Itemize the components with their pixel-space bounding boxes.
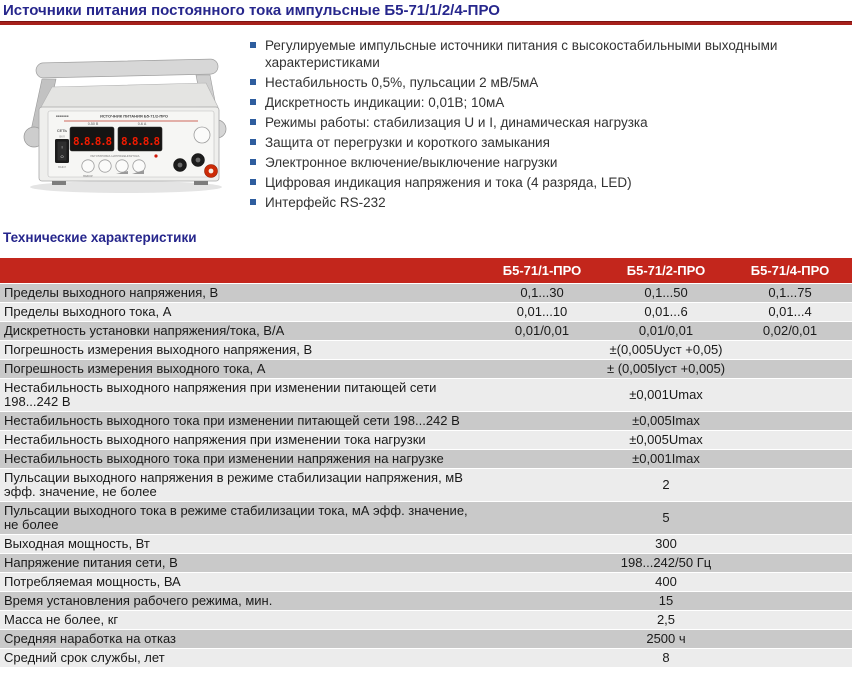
spec-row	[0, 303, 852, 321]
spec-value: 0,1...75	[728, 284, 852, 302]
spec-row	[0, 450, 852, 468]
spec-header-model-2: Б5-71/2-ПРО	[604, 258, 728, 283]
spec-row	[0, 502, 852, 534]
feature-text: Нестабильность 0,5%, пульсации 2 мВ/5мА	[265, 75, 539, 90]
spec-row	[0, 469, 852, 501]
spec-value: 0,1...50	[604, 284, 728, 302]
feature-item	[250, 134, 850, 151]
spec-label: Нестабильность выходного тока при изменении питающей сети 198...242 В	[0, 412, 480, 430]
device-model-label: ИСТОЧНИК ПИТАНИЯ Б5-71/2-ПРО	[100, 113, 168, 119]
spec-row	[0, 630, 852, 648]
page	[0, 2, 852, 668]
feature-item	[250, 94, 850, 111]
status-led-icon	[154, 154, 157, 157]
spec-value: 0,01...10	[480, 303, 604, 321]
power-label: СЕТЬ	[56, 129, 68, 133]
spec-header-row	[0, 258, 852, 283]
spec-value-merged: 400	[480, 573, 852, 591]
feature-item	[250, 114, 850, 131]
voltage-range-label: 0-50 В	[87, 122, 99, 126]
product-overview	[0, 25, 852, 214]
spec-value-merged: 8	[480, 649, 852, 667]
spec-header-empty	[0, 258, 480, 283]
page-title: Источники питания постоянного тока импульсные Б5-71/1/2/4-ПРО	[3, 2, 500, 19]
bullet-square-icon	[250, 159, 256, 165]
spec-value-merged: 15	[480, 592, 852, 610]
spec-row	[0, 592, 852, 610]
spec-label: Нестабильность выходного напряжения при изменении тока нагрузки	[0, 431, 480, 449]
svg-text:8.8.8.8: 8.8.8.8	[121, 135, 159, 148]
spec-row	[0, 431, 852, 449]
feature-item	[250, 174, 850, 191]
section-heading: Технические характеристики	[3, 230, 197, 245]
digit-button	[99, 160, 111, 172]
feature-text: Интерфейс RS-232	[265, 195, 386, 210]
spec-row	[0, 360, 852, 378]
spec-label: Время установления рабочего режима, мин.	[0, 592, 480, 610]
brand-logo: ■■■■■■■	[56, 114, 69, 118]
spec-value-merged: ±0,001Imax	[480, 450, 852, 468]
bullet-square-icon	[250, 99, 256, 105]
spec-row	[0, 535, 852, 553]
spec-value: 0,1...30	[480, 284, 604, 302]
spec-row	[0, 649, 852, 667]
feature-item	[250, 154, 850, 171]
spec-row	[0, 379, 852, 411]
feature-text: Режимы работы: стабилизация U и I, динамическая нагрузка	[265, 115, 648, 130]
spec-label: Нестабильность выходного тока при изменении напряжения на нагрузке	[0, 450, 480, 468]
spec-value: 0,01/0,01	[480, 322, 604, 340]
feature-text: Регулируемые импульсные источники питания с высокостабильными выходными характеристиками	[265, 38, 778, 70]
spec-label: Пределы выходного тока, А	[0, 303, 480, 321]
bullet-square-icon	[250, 79, 256, 85]
spec-value-merged: 198...242/50 Гц	[480, 554, 852, 572]
bullet-square-icon	[250, 179, 256, 185]
spec-row	[0, 322, 852, 340]
bullet-square-icon	[250, 42, 256, 48]
spec-header-model-1: Б5-71/1-ПРО	[480, 258, 604, 283]
spec-label: Средний срок службы, лет	[0, 649, 480, 667]
spec-label: Дискретность установки напряжения/тока, В/А	[0, 322, 480, 340]
spec-value-merged: 2	[480, 469, 852, 501]
spec-row	[0, 412, 852, 430]
spec-header-model-3: Б5-71/4-ПРО	[728, 258, 852, 283]
feature-list	[250, 37, 850, 214]
svg-text:O: O	[60, 154, 64, 159]
power-supply-illustration	[8, 35, 242, 203]
feature-item	[250, 37, 850, 71]
spec-row	[0, 554, 852, 572]
spec-value-merged: ±0,005Umax	[480, 431, 852, 449]
select-button	[82, 160, 94, 172]
spec-label: Потребляемая мощность, ВА	[0, 573, 480, 591]
feature-text: Цифровая индикация напряжения и тока (4 разряда, LED)	[265, 175, 632, 190]
power-off-label: ВЫКЛ	[58, 165, 66, 169]
regulation-label: РЕГУЛИРОВКА НАПРЯЖЕНИЯ/ТОКА	[90, 154, 140, 158]
spec-value: 0,01...6	[604, 303, 728, 321]
spec-value-merged: ±0,001Umax	[480, 379, 852, 411]
led-display-current	[118, 127, 162, 151]
product-photo	[8, 35, 242, 203]
feature-item	[250, 74, 850, 91]
spec-value: 0,02/0,01	[728, 322, 852, 340]
svg-text:8.8.8.8: 8.8.8.8	[73, 135, 111, 148]
spec-value: 0,01/0,01	[604, 322, 728, 340]
minus-button	[116, 160, 128, 172]
spec-value: 0,01...4	[728, 303, 852, 321]
spec-value-merged: 5	[480, 502, 852, 534]
bullet-square-icon	[250, 139, 256, 145]
bullet-square-icon	[250, 199, 256, 205]
spec-value-merged: ±0,005Imax	[480, 412, 852, 430]
spec-label: Напряжение питания сети, В	[0, 554, 480, 572]
spec-row	[0, 573, 852, 591]
feature-item	[250, 194, 850, 211]
spec-value-merged: 300	[480, 535, 852, 553]
spec-label: Выходная мощность, Вт	[0, 535, 480, 553]
spec-value-merged: 2500 ч	[480, 630, 852, 648]
feature-text: Дискретность индикации: 0,01В; 10мА	[265, 95, 505, 110]
spec-label: Пульсации выходного напряжения в режиме стабилизации напряжения, мВ эфф. значение, не более	[0, 469, 480, 501]
bullet-square-icon	[250, 119, 256, 125]
select-button-label: ВЫБОР	[83, 175, 93, 178]
spec-table	[0, 257, 852, 668]
output-onoff-button	[194, 127, 210, 143]
spec-label: Средняя наработка на отказ	[0, 630, 480, 648]
spec-value-merged: ±(0,005Uуст +0,05)	[480, 341, 852, 359]
spec-label: Пределы выходного напряжения, В	[0, 284, 480, 302]
spec-label: Погрешность измерения выходного тока, А	[0, 360, 480, 378]
feature-text: Защита от перегрузки и короткого замыкания	[265, 135, 550, 150]
led-display-voltage	[70, 127, 114, 151]
current-range-label: 0-6 А	[137, 122, 147, 126]
spec-label: Масса не более, кг	[0, 611, 480, 629]
spec-value-merged: ± (0,005Iуст +0,005)	[480, 360, 852, 378]
spec-row	[0, 284, 852, 302]
spec-label: Нестабильность выходного напряжения при изменении питающей сети 198...242 В	[0, 379, 480, 411]
spec-value-merged: 2,5	[480, 611, 852, 629]
spec-row	[0, 611, 852, 629]
spec-label: Погрешность измерения выходного напряжения, В	[0, 341, 480, 359]
svg-text:I: I	[61, 144, 63, 150]
spec-label: Пульсации выходного тока в режиме стабилизации тока, мА эфф. значение, не более	[0, 502, 480, 534]
spec-row	[0, 341, 852, 359]
power-on-label: ВКЛ	[59, 134, 65, 139]
feature-text: Электронное включение/выключение нагрузки	[265, 155, 558, 170]
